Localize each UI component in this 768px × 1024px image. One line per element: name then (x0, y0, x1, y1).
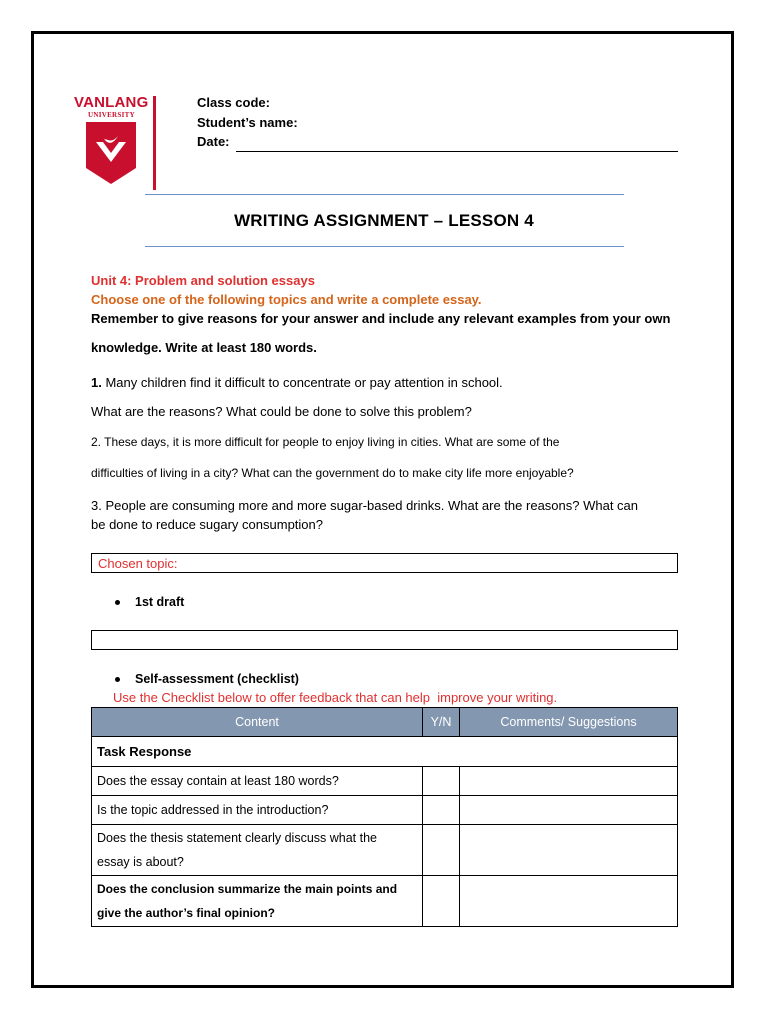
comments-cell[interactable] (460, 825, 678, 876)
header-yn: Y/N (423, 708, 460, 737)
yn-cell[interactable] (423, 767, 460, 796)
topic-3-line-2: be done to reduce sugary consumption? (91, 517, 323, 532)
topic-1-number: 1. (91, 375, 102, 390)
section-task-response: Task Response (92, 737, 678, 767)
title-bottom-rule (145, 246, 624, 247)
topic-3-line-1: 3. People are consuming more and more sugar-based drinks. What are the reasons? What can (91, 498, 639, 513)
topic-2-line-1: 2. These days, it is more difficult for people to enjoy living in cities. What are some of the (91, 435, 560, 449)
question-line: Does the thesis statement clearly discuss what the (97, 831, 377, 845)
comments-cell[interactable] (460, 876, 678, 927)
logo-subtitle: UNIVERSITY (88, 111, 135, 119)
logo-wordmark: VANLANG (74, 94, 149, 111)
question-cell (92, 876, 423, 927)
bullet-icon (115, 600, 120, 605)
self-assessment-label: Self-assessment (checklist) (135, 672, 299, 686)
unit-heading: Unit 4: Problem and solution essays (91, 273, 315, 288)
bullet-icon (115, 677, 120, 682)
question-cell: Is the topic addressed in the introduction? (92, 796, 423, 825)
question-cell (92, 825, 423, 876)
draft-label: 1st draft (135, 595, 185, 609)
yn-cell[interactable] (423, 876, 460, 927)
yn-cell[interactable] (423, 825, 460, 876)
header-content: Content (92, 708, 423, 737)
draft-field[interactable] (91, 630, 678, 650)
university-shield-icon (86, 122, 136, 184)
header-divider (153, 96, 156, 190)
student-name-label: Student’s name: (197, 115, 298, 130)
chosen-topic-field[interactable] (91, 553, 678, 573)
question-line: essay is about? (97, 855, 184, 869)
yn-cell[interactable] (423, 796, 460, 825)
page-title: WRITING ASSIGNMENT – LESSON 4 (234, 211, 534, 230)
choose-instruction: Choose one of the following topics and write a complete essay. (91, 292, 482, 307)
topic-1-text: Many children find it difficult to concentrate or pay attention in school. (101, 375, 503, 390)
table-row (92, 876, 678, 927)
date-label: Date: (197, 134, 230, 149)
comments-cell[interactable] (460, 796, 678, 825)
checklist-table (91, 707, 678, 927)
header-comments: Comments/ Suggestions (460, 708, 678, 737)
topic-1-line-1 (91, 375, 503, 390)
table-row (92, 825, 678, 876)
section-row (92, 737, 678, 767)
table-row (92, 796, 678, 825)
title-top-rule (145, 194, 624, 195)
checklist-instruction: Use the Checklist below to offer feedback that can help improve your writing. (113, 690, 558, 705)
topic-2-line-2: difficulties of living in a city? What can the government do to make city life more enjoyable? (91, 466, 574, 480)
chosen-topic-label: Chosen topic: (98, 556, 178, 571)
checklist-header-row (92, 708, 678, 737)
question-line: Does the conclusion summarize the main points and (97, 882, 398, 896)
topic-1-line-2: What are the reasons? What could be done to solve this problem? (91, 404, 472, 419)
remember-instruction-line-2: knowledge. Write at least 180 words. (91, 340, 317, 355)
remember-instruction-line-1: Remember to give reasons for your answer and include any relevant examples from your own (91, 311, 671, 326)
class-code-label: Class code: (197, 95, 270, 110)
question-cell: Does the essay contain at least 180 words? (92, 767, 423, 796)
question-line: give the author’s final opinion? (97, 906, 276, 920)
date-underline (236, 151, 678, 152)
comments-cell[interactable] (460, 767, 678, 796)
table-row (92, 767, 678, 796)
